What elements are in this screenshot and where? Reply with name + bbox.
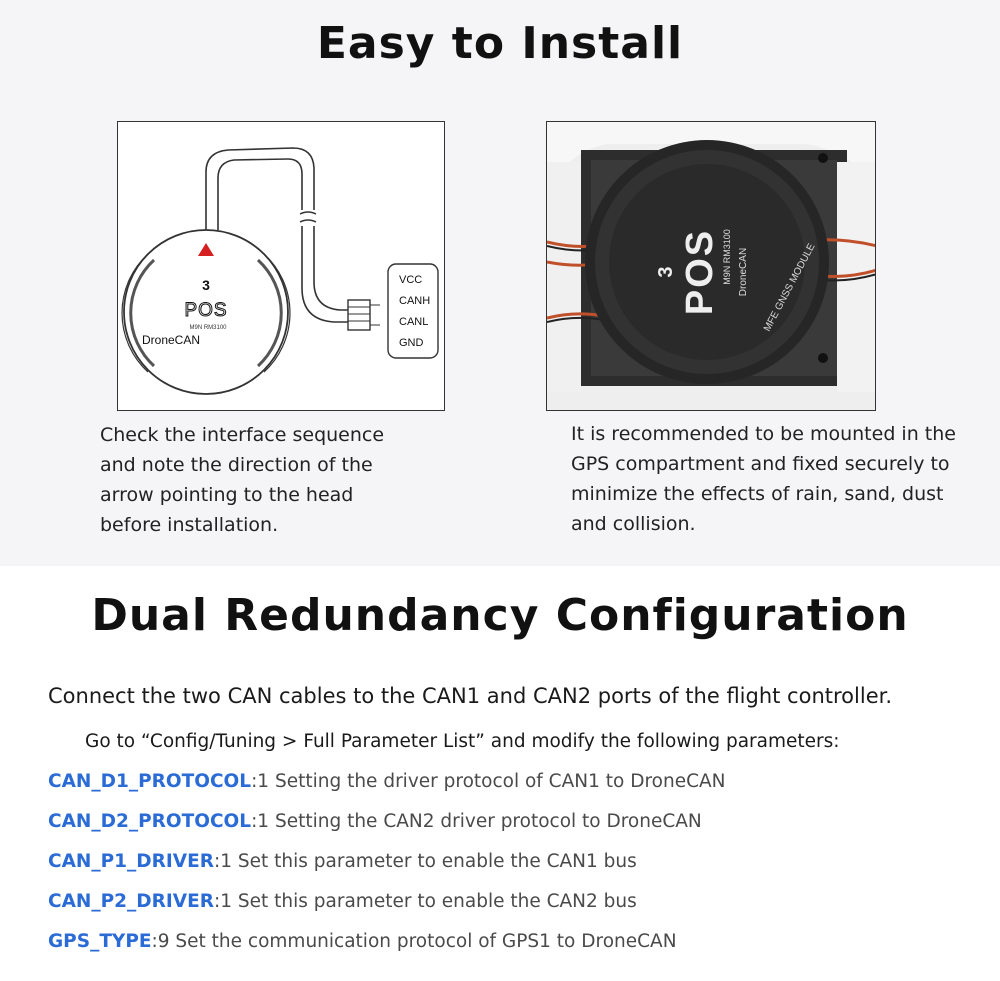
pin-label-vcc: VCC (399, 274, 423, 286)
param-desc: :9 Set the communication protocol of GPS1 to DroneCAN (151, 931, 677, 952)
pin-label-gnd: GND (399, 337, 424, 349)
param-desc: :1 Set this parameter to enable the CAN2 bus (214, 891, 637, 912)
photo-logo-text: POS (679, 228, 721, 316)
intro-connect-cables: Connect the two CAN cables to the CAN1 and CAN2 ports of the flight controller. (48, 684, 892, 708)
param-row-gps-type (48, 931, 677, 952)
param-desc: :1 Setting the CAN2 driver protocol to DroneCAN (251, 811, 702, 832)
pin-label-canl: CANL (399, 316, 429, 328)
caption-right-line: GPS compartment and fixed securely to (571, 453, 950, 475)
diagram-model-text: M9N RM3100 (189, 325, 227, 331)
param-name: GPS_TYPE (48, 931, 152, 952)
caption-right-line: It is recommended to be mounted in the (571, 423, 956, 445)
section-title-install: Easy to Install (316, 18, 684, 69)
param-row-can-p1-driver (48, 851, 637, 872)
caption-left-line: before installation. (100, 514, 279, 536)
param-desc: :1 Set this parameter to enable the CAN1 bus (214, 851, 637, 872)
caption-interface-sequence (100, 420, 440, 540)
caption-mounting-recommendation (571, 419, 991, 539)
pin-label-canh: CANH (399, 295, 431, 307)
wiring-diagram (117, 121, 445, 411)
caption-left-line: and note the direction of the (100, 454, 373, 476)
caption-left-line: Check the interface sequence (100, 424, 385, 446)
caption-right-line: minimize the effects of rain, sand, dust (571, 483, 944, 505)
param-name: CAN_P2_DRIVER (48, 891, 214, 912)
param-desc: :1 Setting the driver protocol of CAN1 to DroneCAN (251, 771, 726, 792)
param-row-can-d1-protocol (48, 771, 725, 792)
photo-brand-text: DroneCAN (738, 247, 749, 297)
photo-module-text: MFE GNSS MODULE (761, 241, 818, 334)
diagram-logo-digit: 3 (202, 277, 210, 293)
photo-model-text: M9N RM3100 (722, 229, 732, 285)
mounted-gps-photo (546, 121, 876, 411)
param-row-can-p2-driver (48, 891, 637, 912)
section-title-dual-redundancy: Dual Redundancy Configuration (91, 590, 909, 641)
param-name: CAN_P1_DRIVER (48, 851, 214, 872)
diagram-logo-text: POS (184, 300, 228, 321)
photo-logo-digit: 3 (655, 266, 677, 278)
param-name: CAN_D2_PROTOCOL (48, 811, 252, 832)
diagram-brand-text: DroneCAN (142, 333, 201, 347)
wiring-diagram-svg (118, 122, 445, 411)
instruction-parameter-list: Go to “Config/Tuning > Full Parameter List” and modify the following parameters: (85, 731, 840, 752)
caption-left-line: arrow pointing to the head (100, 484, 354, 506)
param-name: CAN_D1_PROTOCOL (48, 771, 252, 792)
mounted-gps-photo-svg (547, 122, 876, 411)
param-row-can-d2-protocol (48, 811, 702, 832)
caption-right-line: and collision. (571, 513, 696, 535)
